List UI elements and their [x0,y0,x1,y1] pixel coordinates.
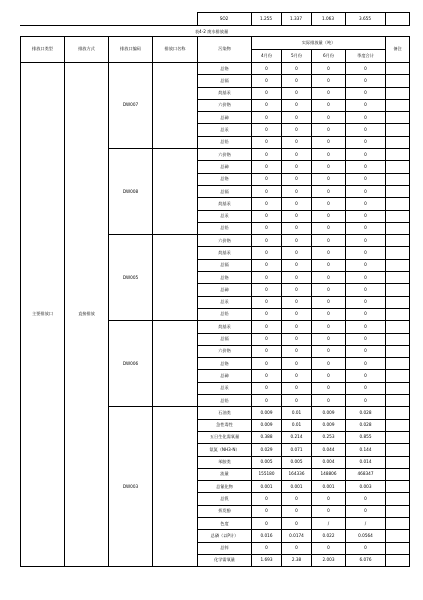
jun-cell: 148806 [312,468,346,480]
may-cell: 0 [282,272,312,284]
jun-cell: 0 [312,185,346,197]
may-cell: 0 [282,222,312,234]
preceding-table-fragment [20,12,410,26]
pollutant-cell: 苯胺类 [198,456,252,468]
outlet-code-cell: DW008 [109,149,153,235]
quarter-total-cell: 0 [346,395,386,407]
pollutant-cell: 总砷 [198,370,252,382]
apr-cell: 0 [252,493,282,505]
apr-cell: 0 [252,395,282,407]
quarter-total-cell: 468347 [346,468,386,480]
may-cell: 0 [282,87,312,99]
jun-cell: 0 [312,198,346,210]
quarter-total-cell: 0 [346,75,386,87]
remark-cell [386,444,410,456]
may-cell: 0 [282,358,312,370]
may-cell: 0.01 [282,407,312,419]
remark-cell [386,185,410,197]
quarter-total-cell: 0 [346,210,386,222]
remark-cell [386,554,410,566]
pollutant-cell: 总钒 [198,493,252,505]
apr-cell: 0 [252,222,282,234]
pollutant-cell: 烷基汞 [198,87,252,99]
apr-cell: 0 [252,63,282,75]
quarter-total-cell: 0 [346,296,386,308]
quarter-total-cell: 0 [346,149,386,161]
pollutant-cell: 氨氮（NH3-N） [198,444,252,456]
may-cell: 0 [282,517,312,529]
outlet-code-cell: DW006 [109,321,153,407]
header-pollutant: 污染物 [198,37,252,63]
remark-cell [386,308,410,320]
wastewater-emission-table [20,36,410,567]
jun-cell: 0 [312,63,346,75]
remark-cell [386,99,410,111]
pollutant-cell: 总铬 [198,358,252,370]
quarter-total-cell: 0 [346,124,386,136]
header-actual-emission: 实际排放量（吨） [252,37,386,50]
jun-cell: 0 [312,136,346,148]
remark-cell [386,517,410,529]
remark-cell [386,431,410,443]
outlet-name-cell [153,235,198,321]
remark-cell [386,210,410,222]
apr-cell: 0 [252,173,282,185]
jun-cell: 0 [312,99,346,111]
apr-cell: 0 [252,333,282,345]
remark-cell [386,198,410,210]
apr-cell: 0.388 [252,431,282,443]
pollutant-cell: 总汞 [198,382,252,394]
jun-cell: 0.022 [312,530,346,542]
quarter-total-cell: 0 [346,99,386,111]
pollutant-cell: 总汞 [198,124,252,136]
pollutant-cell: 总铅 [198,395,252,407]
pollutant-cell: 五日生化需氧量 [198,431,252,443]
apr-cell: 1.255 [251,13,281,26]
remark-cell [386,481,410,493]
apr-cell: 0 [252,75,282,87]
quarter-total-cell: 0 [346,185,386,197]
outlet-name-cell [153,321,198,407]
quarter-total-cell: 0 [346,542,386,554]
pollutant-cell: 烷基汞 [198,198,252,210]
pollutant-cell: 总铬 [198,272,252,284]
quarter-total-cell: 0 [346,370,386,382]
may-cell: 0 [282,247,312,259]
apr-cell: 0 [252,161,282,173]
quarter-total-cell: 0 [346,198,386,210]
jun-cell: 0.044 [312,444,346,456]
quarter-total-cell: 0.144 [346,444,386,456]
remark-cell [386,136,410,148]
quarter-total-cell: 0.003 [346,481,386,493]
remark-cell [386,395,410,407]
apr-cell: 0 [252,247,282,259]
quarter-total-cell: 0 [346,235,386,247]
quarter-total-cell: 0 [346,321,386,333]
header-outlet-code: 排放口编码 [109,37,153,63]
apr-cell: 0 [252,124,282,136]
apr-cell: 0 [252,345,282,357]
jun-cell: 0 [312,493,346,505]
table-caption: 表4-2 废水排放量 [194,29,229,34]
remark-cell [386,407,410,419]
remark-cell [386,284,410,296]
may-cell: 0 [282,284,312,296]
pollutant-cell: 总氰化物 [198,481,252,493]
may-cell: 2.38 [282,554,312,566]
may-cell: 0 [282,63,312,75]
jun-cell: 0 [312,272,346,284]
outlet-name-cell [153,63,198,149]
jun-cell: 0 [312,370,346,382]
quarter-total-cell: 0 [346,358,386,370]
outlet-name-cell [153,149,198,235]
jun-cell: 0.009 [312,407,346,419]
table-body [21,63,410,567]
remark-cell [386,173,410,185]
quarter-total-cell: 0.028 [346,419,386,431]
quarter-total-cell: 0 [346,136,386,148]
pollutant-cell: 挥发酚 [198,505,252,517]
outlet-type-cell: 主要排放口 [21,63,65,567]
jun-cell: 0 [312,345,346,357]
apr-cell: 0 [252,308,282,320]
apr-cell: 155180 [252,468,282,480]
may-cell: 0 [282,161,312,173]
apr-cell: 0 [252,185,282,197]
pollutant-cell: 总镉 [198,185,252,197]
jun-cell: 0 [312,308,346,320]
pollutant-cell: 总锌 [198,542,252,554]
jun-cell: 0 [312,542,346,554]
header-outlet-type: 排放口类型 [21,37,65,63]
total-cell: 3.655 [345,13,385,26]
remark-cell [386,259,410,271]
remark-cell [386,530,410,542]
pollutant-cell: 总砷 [198,112,252,124]
table-row [21,63,410,75]
may-cell: 0 [282,112,312,124]
may-cell: 0 [282,259,312,271]
jun-cell: 0 [312,358,346,370]
apr-cell: 0 [252,284,282,296]
jun-cell: 0 [312,161,346,173]
apr-cell: 0.016 [252,530,282,542]
jun-cell: 0 [312,112,346,124]
jun-cell: 0 [312,210,346,222]
may-cell: 0 [282,136,312,148]
pollutant-cell: 总铅 [198,136,252,148]
pollutant-cell: 总铬 [198,173,252,185]
quarter-total-cell: 0.855 [346,431,386,443]
apr-cell: 0.029 [252,444,282,456]
jun-cell: 0 [312,75,346,87]
jun-cell: 0.004 [312,456,346,468]
outlet-code-cell: DW003 [109,407,153,567]
remark-cell [386,161,410,173]
may-cell: 0 [282,542,312,554]
may-cell: 0 [282,235,312,247]
may-cell: 0 [282,308,312,320]
remark-cell [386,333,410,345]
jun-cell: 2.003 [312,554,346,566]
may-cell: 164336 [282,468,312,480]
quarter-total-cell: 0 [346,493,386,505]
quarter-total-cell: 0.014 [346,456,386,468]
jun-cell: 0 [312,247,346,259]
header-discharge-mode: 排放方式 [65,37,109,63]
remark-cell [386,468,410,480]
may-cell: 0 [282,296,312,308]
pollutant-cell: 流量 [198,468,252,480]
quarter-total-cell: 0 [346,259,386,271]
apr-cell: 0.001 [252,481,282,493]
remark-cell [386,542,410,554]
quarter-total-cell: 0 [346,284,386,296]
jun-cell: 0 [312,124,346,136]
remark-cell [386,149,410,161]
pollutant-cell: 总镉 [198,75,252,87]
remark-cell [386,345,410,357]
pollutant-cell: 总砷 [198,284,252,296]
pollutant-cell: 色度 [198,517,252,529]
jun-cell: 1.063 [311,13,345,26]
quarter-total-cell: 0 [346,112,386,124]
jun-cell: 0.009 [312,419,346,431]
remark-cell [386,112,410,124]
quarter-total-cell: / [346,517,386,529]
apr-cell: 0 [252,210,282,222]
pollutant-cell: 总铅 [198,222,252,234]
may-cell: 0 [282,149,312,161]
remark-cell [386,272,410,284]
so2-row [20,13,409,26]
may-cell: 0.01 [282,419,312,431]
remark-cell [386,382,410,394]
apr-cell: 0 [252,542,282,554]
may-cell: 1.337 [281,13,311,26]
pollutant-cell: 六价铬 [198,345,252,357]
pollutant-cell: 烷基汞 [198,321,252,333]
apr-cell: 0 [252,505,282,517]
outlet-code-cell: DW005 [109,235,153,321]
pollutant-cell: 石油类 [198,407,252,419]
jun-cell: 0 [312,382,346,394]
jun-cell: 0.253 [312,431,346,443]
may-cell: 0 [282,345,312,357]
header-apr: 4月份 [252,50,282,63]
jun-cell: 0 [312,321,346,333]
jun-cell: 0 [312,149,346,161]
may-cell: 0 [282,370,312,382]
apr-cell: 0 [252,272,282,284]
pollutant-cell: 六价铬 [198,149,252,161]
remark-cell [386,456,410,468]
apr-cell: 0 [252,149,282,161]
pollutant-cell: 总镉 [198,333,252,345]
quarter-total-cell: 6.076 [346,554,386,566]
pollutant-cell: 总汞 [198,296,252,308]
jun-cell: 0 [312,259,346,271]
pollutant-cell: 总镉 [198,259,252,271]
header-quarter-total: 季度合计 [346,50,386,63]
apr-cell: 0 [252,370,282,382]
may-cell: 0.001 [282,481,312,493]
header-outlet-name: 排放口名称 [153,37,198,63]
remark-cell [386,235,410,247]
remark-cell [386,124,410,136]
apr-cell: 0 [252,198,282,210]
jun-cell: 0 [312,222,346,234]
remark-cell [386,370,410,382]
outlet-name-cell [153,407,198,567]
may-cell: 0 [282,505,312,517]
pollutant-cell: 六价铬 [198,235,252,247]
remark-cell [386,419,410,431]
apr-cell: 0.009 [252,419,282,431]
outlet-code-cell: DW007 [109,63,153,149]
quarter-total-cell: 0 [346,272,386,284]
may-cell: 0 [282,75,312,87]
apr-cell: 0 [252,358,282,370]
jun-cell: / [312,517,346,529]
quarter-total-cell: 0 [346,345,386,357]
apr-cell: 0 [252,136,282,148]
may-cell: 0.0174 [282,530,312,542]
header-may: 5月份 [282,50,312,63]
apr-cell: 0 [252,99,282,111]
may-cell: 0 [282,124,312,136]
quarter-total-cell: 0 [346,333,386,345]
header-jun: 6月份 [312,50,346,63]
discharge-mode-cell: 直接排放 [65,63,109,567]
may-cell: 0 [282,321,312,333]
may-cell: 0 [282,210,312,222]
pollutant-cell: 六价铬 [198,99,252,111]
jun-cell: 0 [312,87,346,99]
pollutant-cell: 急性毒性 [198,419,252,431]
quarter-total-cell: 0.028 [346,407,386,419]
jun-cell: 0 [312,296,346,308]
apr-cell: 0 [252,517,282,529]
apr-cell: 0 [252,112,282,124]
apr-cell: 0 [252,235,282,247]
remark-cell [386,247,410,259]
apr-cell: 0 [252,259,282,271]
may-cell: 0 [282,493,312,505]
remark-cell [386,321,410,333]
remark-cell [386,296,410,308]
may-cell: 0 [282,99,312,111]
remark-cell [386,75,410,87]
pollutant-cell: 化学需氧量 [198,554,252,566]
quarter-total-cell: 0 [346,63,386,75]
quarter-total-cell: 0 [346,382,386,394]
may-cell: 0 [282,173,312,185]
jun-cell: 0 [312,505,346,517]
jun-cell: 0 [312,235,346,247]
may-cell: 0.071 [282,444,312,456]
quarter-total-cell: 0 [346,505,386,517]
pollutant-cell: 总砷 [198,161,252,173]
quarter-total-cell: 0.0564 [346,530,386,542]
apr-cell: 0 [252,321,282,333]
remark-cell [386,87,410,99]
pollutant-cell: 烷基汞 [198,247,252,259]
jun-cell: 0 [312,333,346,345]
jun-cell: 0.001 [312,481,346,493]
remark-cell [386,505,410,517]
header-row-1 [21,37,410,50]
remark-cell [386,493,410,505]
jun-cell: 0 [312,395,346,407]
quarter-total-cell: 0 [346,173,386,185]
may-cell: 0 [282,382,312,394]
apr-cell: 0 [252,382,282,394]
may-cell: 0.214 [282,431,312,443]
apr-cell: 0 [252,87,282,99]
apr-cell: 0.005 [252,456,282,468]
pollutant-cell: 总汞 [198,210,252,222]
may-cell: 0.005 [282,456,312,468]
remark-cell [386,63,410,75]
quarter-total-cell: 0 [346,308,386,320]
jun-cell: 0 [312,284,346,296]
apr-cell: 0 [252,296,282,308]
quarter-total-cell: 0 [346,161,386,173]
quarter-total-cell: 0 [346,247,386,259]
pollutant-cell: 总磷（以P计） [198,530,252,542]
apr-cell: 0.009 [252,407,282,419]
may-cell: 0 [282,198,312,210]
quarter-total-cell: 0 [346,87,386,99]
quarter-total-cell: 0 [346,222,386,234]
may-cell: 0 [282,185,312,197]
apr-cell: 1.693 [252,554,282,566]
header-remark: 备注 [386,37,410,63]
pollutant-cell: SO2 [197,13,251,26]
jun-cell: 0 [312,173,346,185]
pollutant-cell: 总铬 [198,63,252,75]
remark-cell [386,222,410,234]
pollutant-cell: 总铅 [198,308,252,320]
may-cell: 0 [282,395,312,407]
remark-cell [386,358,410,370]
may-cell: 0 [282,333,312,345]
